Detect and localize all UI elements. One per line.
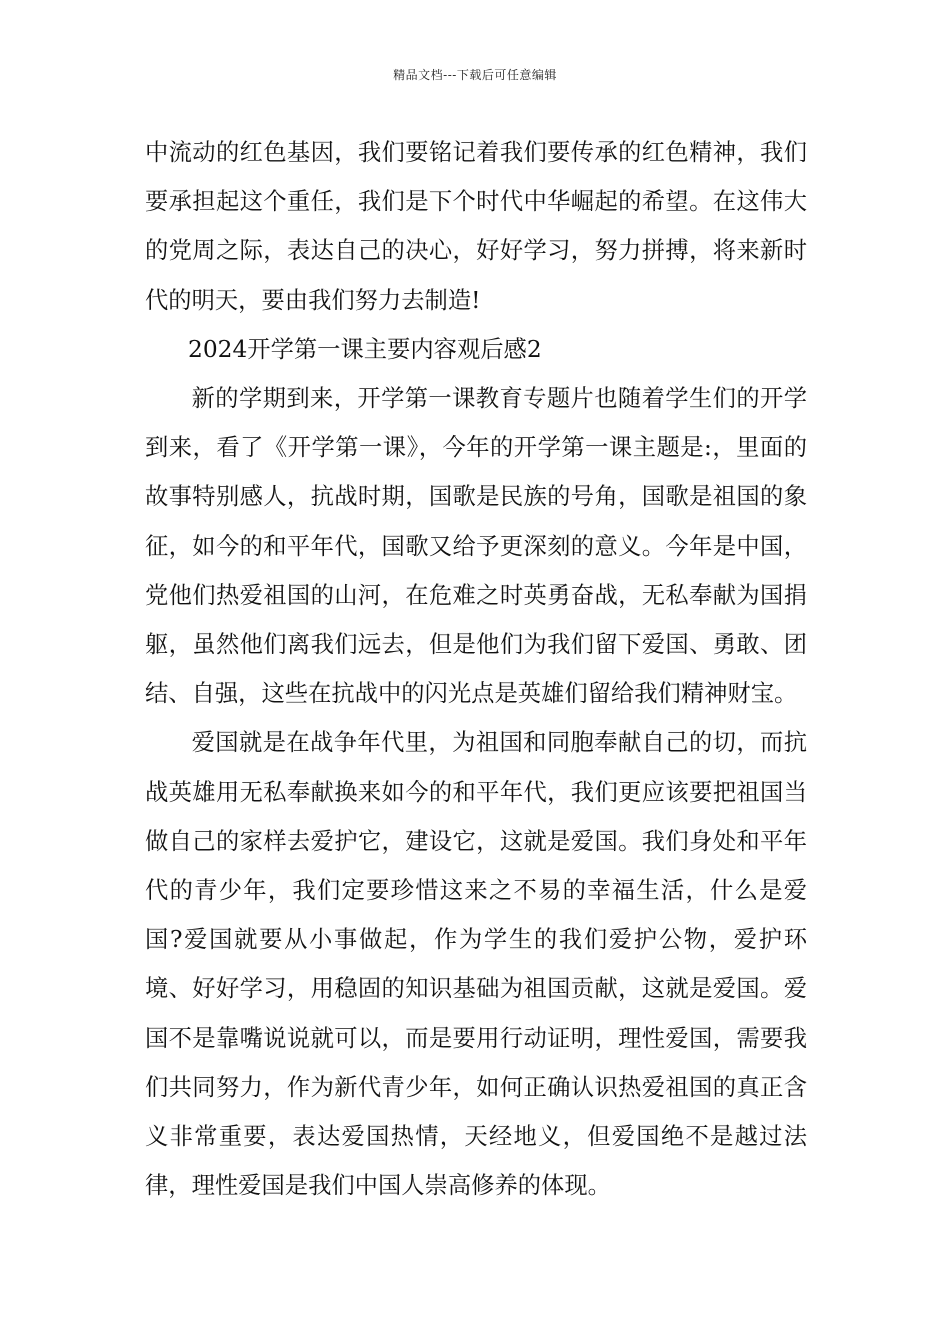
page-header: 精品文档---下载后可任意编辑 xyxy=(393,68,557,82)
paragraph-continuation: 中流动的红色基因，我们要铭记着我们要传承的红色精神，我们要承担起这个重任，我们是下个时代中华崛起的希望。在这伟大的党周之际，表达自己的决心，好好学习，努力拼搏，将来新时代的明天，要由我们努力去制造! xyxy=(145,139,807,314)
document-body xyxy=(145,128,807,1210)
section-heading: 2024开学第一课主要内容观后感2 xyxy=(188,335,542,363)
paragraph-intro: 新的学期到来，开学第一课教育专题片也随着学生们的开学到来，看了《开学第一课》，今年的开学第一课主题是:，里面的故事特别感人，抗战时期，国歌是民族的号角，国歌是祖国的象征，如今的和平年代，国歌又给予更深刻的意义。今年是中国，党他们热爱祖国的山河，在危难之时英勇奋战，无私奉献为国捐躯，虽然他们离我们远去，但是他们为我们留下爱国、勇敢、团结、自强，这些在抗战中的闪光点是英雄们留给我们精神财宝。 xyxy=(145,385,807,708)
paragraph-patriotism: 爱国就是在战争年代里，为祖国和同胞奉献自己的切，而抗战英雄用无私奉献换来如今的和平年代，我们更应该要把祖国当做自己的家样去爱护它，建设它，这就是爱国。我们身处和平年代的青少年，我们定要珍惜这来之不易的幸福生活，什么是爱国?爱国就要从小事做起，作为学生的我们爱护公物，爱护环境、好好学习，用稳固的知识基础为祖国贡献，这就是爱国。爱国不是靠嘴说说就可以，而是要用行动证明，理性爱国，需要我们共同努力，作为新代青少年，如何正确认识热爱祖国的真正含义非常重要，表达爱国热情，天经地义，但爱国绝不是越过法律，理性爱国是我们中国人崇高修养的体现。 xyxy=(145,729,807,1200)
